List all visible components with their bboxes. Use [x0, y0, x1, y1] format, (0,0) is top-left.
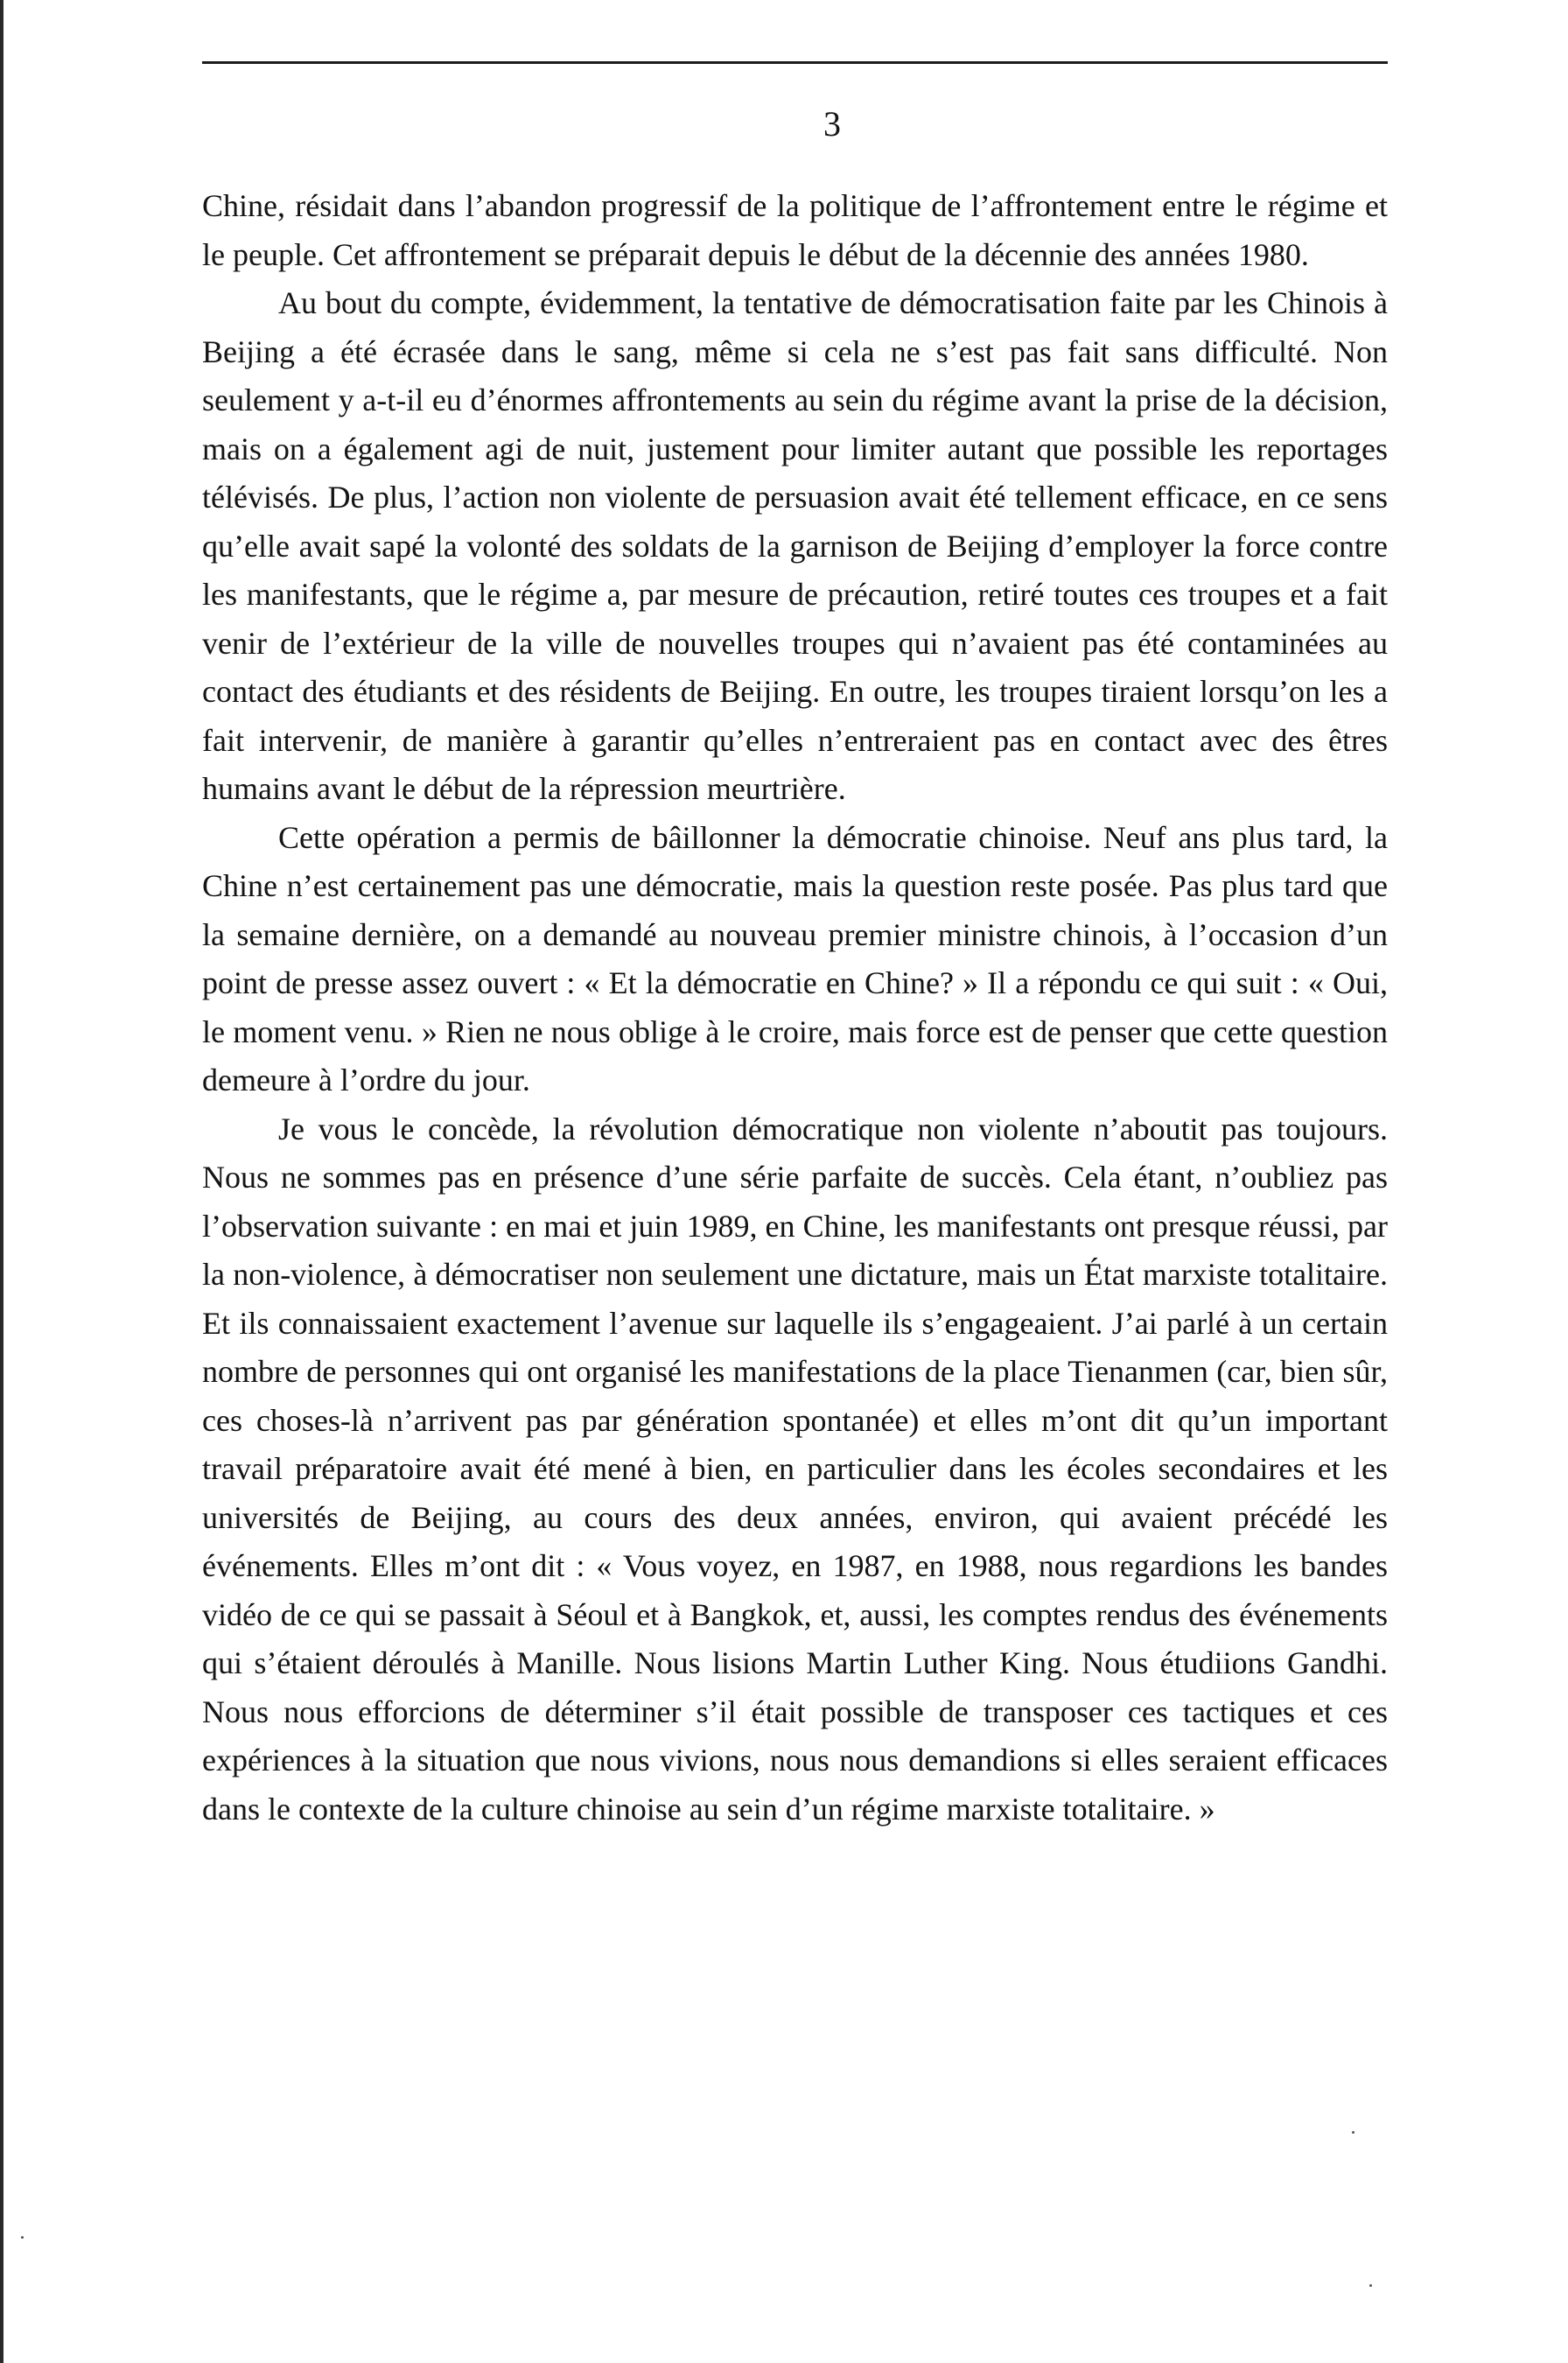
paragraph-2: Au bout du compte, évidemment, la tentative de démocratisation faite par les Chinois à Beijing a été écrasée dans le sang, même si cela ne s’est pas fait sans difficulté. Non seulement y a-t-il eu d’énormes affrontements au sein du régime avant la prise de la décision, mais on a également agi de nuit, justement pour limiter autant que possible les reportages télévisés. De plus, l’action non violente de persuasion avait été tellement efficace, en ce sens qu’elle avait sapé la volonté des soldats de la garnison de Beijing d’employer la force contre les manifestants, que le régime a, par mesure de précaution, retiré toutes ces troupes et a fait venir de l’extérieur de la ville de nouvelles troupes qui n’avaient pas été contaminées au contact des étudiants et des résidents de Beijing. En outre, les troupes tiraient lorsqu’on les a fait intervenir, de manière à garantir qu’elles n’entreraient pas en contact avec des êtres humains avant le début de la répression meurtrière. [202, 285, 1388, 806]
header-rule [202, 61, 1388, 64]
scan-speck [1369, 2284, 1372, 2287]
scan-speck [1352, 2131, 1354, 2134]
body-text [202, 182, 1388, 1834]
paragraph-3: Cette opération a permis de bâillonner la démocratie chinoise. Neuf ans plus tard, la Chine n’est certainement pas une démocratie, mais la question reste posée. Pas plus tard que la semaine dernière, on a demandé au nouveau premier ministre chinois, à l’occasion d’un point de presse assez ouvert : « Et la démocratie en Chine? » Il a répondu ce qui suit : « Oui, le moment venu. » Rien ne nous oblige à le croire, mais force est de penser que cette question demeure à l’ordre du jour. [202, 819, 1388, 1097]
paragraph-4: Je vous le concède, la révolution démocratique non violente n’aboutit pas toujours. Nous ne sommes pas en présence d’une série parfaite de succès. Cela étant, n’oubliez pas l’observation suivante : en mai et juin 1989, en Chine, les manifestants ont presque réussi, par la non-violence, à démocratiser non seulement une dictature, mais un État marxiste totalitaire. Et ils connaissaient exactement l’avenue sur laquelle ils s’engageaient. J’ai parlé à un certain nombre de personnes qui ont organisé les manifestations de la place Tienanmen (car, bien sûr, ces choses-là n’arrivent pas par génération spontanée) et elles m’ont dit qu’un important travail préparatoire avait été mené à bien, en particulier dans les écoles secondaires et les universités de Beijing, au cours des deux années, environ, qui avaient précédé les événements. Elles m’ont dit : « Vous voyez, en 1987, en 1988, nous regardions les bandes vidéo de ce qui se passait à Séoul et à Bangkok, et, aussi, les comptes rendus des événements qui s’étaient déroulés à Manille. Nous lisions Martin Luther King. Nous étudiions Gandhi. Nous nous efforcions de déterminer s’il était possible de transposer ces tactiques et ces expériences à la situation que nous vivions, nous nous demandions si elles seraient efficaces dans le contexte de la culture chinoise au sein d’un régime marxiste totalitaire. » [202, 1111, 1388, 1827]
scan-border [0, 0, 4, 2363]
paragraph-1: Chine, résidait dans l’abandon progressif de la politique de l’affrontement entre le régime et le peuple. Cet affrontement se préparait depuis le début de la décennie des années 1980. [202, 188, 1388, 272]
scan-speck [21, 2236, 24, 2239]
page-number: 3 [823, 104, 841, 144]
